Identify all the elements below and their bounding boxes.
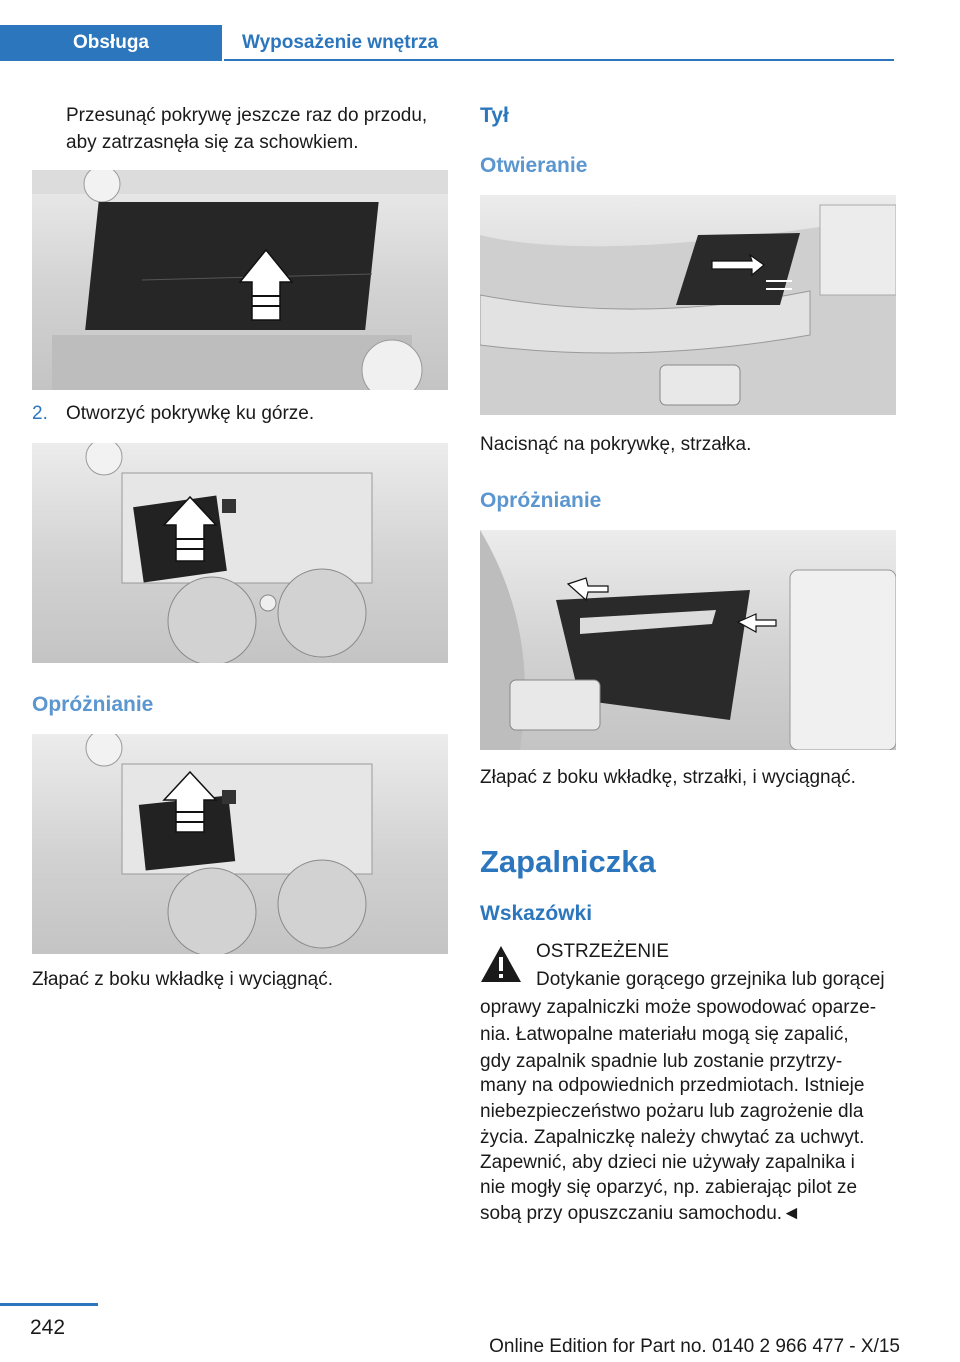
header-tab-section[interactable] <box>224 25 468 61</box>
header-tab-section-label: Wyposażenie wnętrza <box>242 32 439 53</box>
photo-rear-opening <box>480 195 896 415</box>
warning-line-10: sobą przy opuszczaniu samochodu.◄ <box>480 1203 801 1224</box>
caption-grab-left: Złapać z boku wkładkę i wyciągnąć. <box>32 969 333 990</box>
footer-edition: Online Edition for Part no. 0140 2 966 477 - X/15 <box>489 1336 900 1357</box>
header-divider <box>224 59 894 61</box>
heading-emptying-left: Opróżnianie <box>32 693 154 716</box>
warning-label: OSTRZEŻENIE <box>536 941 670 962</box>
photo-rear-emptying-illustration <box>480 530 896 750</box>
photo-cover-slide-illustration <box>32 170 448 390</box>
warning-line-4: gdy zapalnik spadnie lub zostanie przytrzy- <box>480 1051 843 1072</box>
header-tab-obsluga[interactable] <box>0 25 222 61</box>
header-tab-label: Obsługa <box>72 32 149 53</box>
heading-notes: Wskazówki <box>480 902 593 925</box>
footer-divider <box>0 1303 98 1306</box>
photo-rear-emptying <box>480 530 896 750</box>
warning-line-7: życia. Zapalniczkę należy chwytać za uchwyt. <box>480 1127 865 1148</box>
intro-text-line-1: Przesunąć pokrywę jeszcze raz do przodu, <box>66 105 428 126</box>
warning-line-5: many na odpowiednich przedmiotach. Istnieje <box>480 1075 865 1096</box>
heading-lighter: Zapalniczka <box>480 844 656 879</box>
photo-open-lid-illustration <box>32 443 448 663</box>
intro-text-line-2: aby zatrzasnęła się za schowkiem. <box>66 132 359 153</box>
step-2-text: Otworzyć pokrywkę ku górze. <box>66 403 315 424</box>
photo-emptying-front <box>32 734 448 954</box>
photo-open-lid <box>32 443 448 663</box>
heading-rear: Tył <box>480 104 509 127</box>
page-number: 242 <box>30 1316 66 1339</box>
photo-rear-opening-illustration <box>480 195 896 415</box>
warning-line-6: niebezpieczeństwo pożaru lub zagrożenie dla <box>480 1101 864 1122</box>
warning-line-1: Dotykanie gorącego grzejnika lub gorącej <box>536 969 885 990</box>
warning-line-9: nie mogły się oparzyć, np. zabierając pilot ze <box>480 1177 858 1198</box>
warning-line-3: nia. Łatwopalne materiału mogą się zapalić, <box>480 1024 849 1045</box>
step-2-number: 2. <box>32 403 48 424</box>
caption-press: Nacisnąć na pokrywkę, strzałka. <box>480 434 752 455</box>
warning-line-2: oprawy zapalniczki może spowodować oparze- <box>480 997 877 1018</box>
heading-opening: Otwieranie <box>480 154 588 177</box>
heading-emptying-right: Opróżnianie <box>480 489 602 512</box>
warning-line-8: Zapewnić, aby dzieci nie używały zapalnika i <box>480 1152 855 1173</box>
photo-cover-slide <box>32 170 448 390</box>
warning-triangle-icon <box>479 944 523 984</box>
caption-grab-right: Złapać z boku wkładkę, strzałki, i wyciągnąć. <box>480 767 856 788</box>
photo-emptying-front-illustration <box>32 734 448 954</box>
